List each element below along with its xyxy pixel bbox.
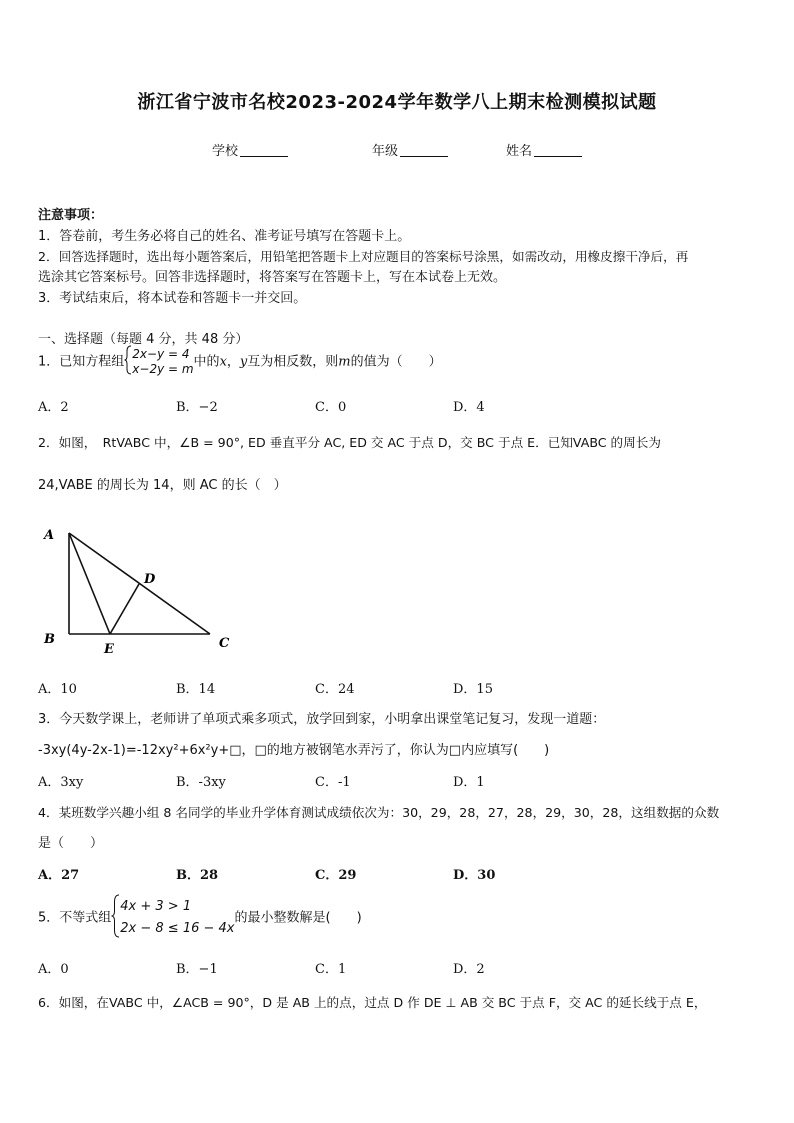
q1-sep: ， bbox=[226, 354, 240, 370]
q5-option-c: C．1 bbox=[315, 962, 347, 977]
q3-line-2: -3xy(4y-2x-1)=-12xy²+6x²y+□，□的地方被钢笔水弄污了，你认为□内应填写( ) bbox=[38, 743, 550, 758]
q2-option-b: B．14 bbox=[176, 682, 216, 697]
grade-label: 年级 bbox=[372, 144, 399, 159]
q2-option-d: D．15 bbox=[453, 682, 493, 697]
note-item: 2．回答选择题时，选出每小题答案后，用铅笔把答题卡上对应题目的答案标号涂黑，如需改动，用橡皮擦干净后，再 bbox=[38, 249, 689, 264]
q5-option-b: B．−1 bbox=[176, 962, 218, 977]
q4-line-2: 是（ ） bbox=[38, 836, 104, 851]
brace-icon bbox=[111, 894, 120, 942]
name-label: 姓名 bbox=[506, 144, 533, 159]
note-item: 选涂其它答案标号。回答非选择题时，将答案写在答题卡上，写在本试卷上无效。 bbox=[38, 270, 507, 285]
label-a: A bbox=[44, 528, 55, 543]
q1-option-a: A．2 bbox=[38, 400, 69, 415]
q2-option-c: C．24 bbox=[315, 682, 355, 697]
school-field bbox=[212, 140, 288, 159]
q1-prefix: 1．已知方程组 bbox=[38, 354, 125, 370]
q4-option-d: D．30 bbox=[453, 868, 496, 883]
question-5 bbox=[38, 894, 362, 942]
school-blank bbox=[240, 144, 288, 157]
q1-suffix-a: 中的 bbox=[193, 354, 220, 370]
q4-line-1: 4．某班数学兴趣小组 8 名同学的毕业升学体育测试成绩依次为：30，29，28，27，28，29，30，28，这组数据的众数 bbox=[38, 805, 720, 820]
q4-option-c: C．29 bbox=[315, 868, 357, 883]
q1-var-m: m bbox=[338, 354, 351, 370]
q2-line-1: 2．如图， RtVABC 中，∠B = 90°, ED 垂直平分 AC, ED 交 AC 于点 D，交 BC 于点 E．已知VABC 的周长为 bbox=[38, 435, 661, 450]
q3-option-a: A．3xy bbox=[38, 775, 84, 790]
q5-option-d: D．2 bbox=[453, 962, 485, 977]
q3-option-b: B．-3xy bbox=[176, 775, 226, 790]
label-e: E bbox=[104, 642, 114, 657]
name-blank bbox=[534, 144, 582, 157]
q1-eq1: 2x−y = 4 bbox=[132, 347, 190, 361]
q5-option-a: A．0 bbox=[38, 962, 69, 977]
q6-line-1: 6．如图，在VABC 中，∠ACB = 90°，D 是 AB 上的点，过点 D 作 DE ⊥ AB 交 BC 于点 F，交 AC 的延长线于点 E， bbox=[38, 995, 707, 1010]
q3-option-c: C．-1 bbox=[315, 775, 351, 790]
label-c: C bbox=[219, 636, 230, 651]
q5-eq2: 2x − 8 ≤ 16 − 4x bbox=[120, 921, 235, 936]
q1-system bbox=[132, 347, 193, 377]
q1-option-b: B．−2 bbox=[176, 400, 218, 415]
name-field bbox=[506, 140, 582, 159]
q1-option-d: D．4 bbox=[453, 400, 485, 415]
note-item: 1．答卷前，考生务必将自己的姓名、准考证号填写在答题卡上。 bbox=[38, 229, 411, 244]
note-item: 3．考试结束后，将本试卷和答题卡一并交回。 bbox=[38, 291, 307, 306]
page-title: 浙江省宁波市名校2023-2024学年数学八上期末检测模拟试题 bbox=[137, 92, 657, 113]
q5-eq1: 4x + 3 > 1 bbox=[120, 899, 192, 914]
q1-option-c: C．0 bbox=[315, 400, 347, 415]
q5-prefix: 5．不等式组 bbox=[38, 910, 112, 926]
q2-triangle-figure bbox=[38, 522, 238, 662]
school-label: 学校 bbox=[212, 144, 239, 159]
question-1 bbox=[38, 345, 442, 379]
segment-ed bbox=[110, 584, 139, 634]
q4-option-a: A．27 bbox=[38, 868, 80, 883]
grade-blank bbox=[400, 144, 448, 157]
q5-system bbox=[120, 896, 234, 940]
q5-suffix: 的最小整数解是( ) bbox=[234, 910, 362, 926]
notes-heading: 注意事项： bbox=[38, 208, 104, 223]
q1-suffix-b: 互为相反数，则 bbox=[247, 354, 339, 370]
q1-var-y: y bbox=[239, 354, 248, 370]
q4-option-b: B．28 bbox=[176, 868, 219, 883]
q1-eq2: x−2y = m bbox=[132, 362, 194, 376]
q1-var-x: x bbox=[219, 354, 227, 370]
q3-option-d: D．1 bbox=[453, 775, 485, 790]
section-heading: 一、选择题（每题 4 分，共 48 分） bbox=[38, 332, 249, 347]
q2-line-2: 24,VABE 的周长为 14，则 AC 的长（ ） bbox=[38, 478, 287, 493]
grade-field bbox=[372, 140, 448, 159]
q3-line-1: 3．今天数学课上，老师讲了单项式乘多项式，放学回到家，小明拿出课堂笔记复习，发现一道题： bbox=[38, 712, 606, 727]
q1-suffix-c: 的值为（ ） bbox=[350, 354, 442, 370]
label-d: D bbox=[144, 572, 156, 587]
q2-option-a: A．10 bbox=[38, 682, 77, 697]
label-b: B bbox=[44, 632, 55, 647]
